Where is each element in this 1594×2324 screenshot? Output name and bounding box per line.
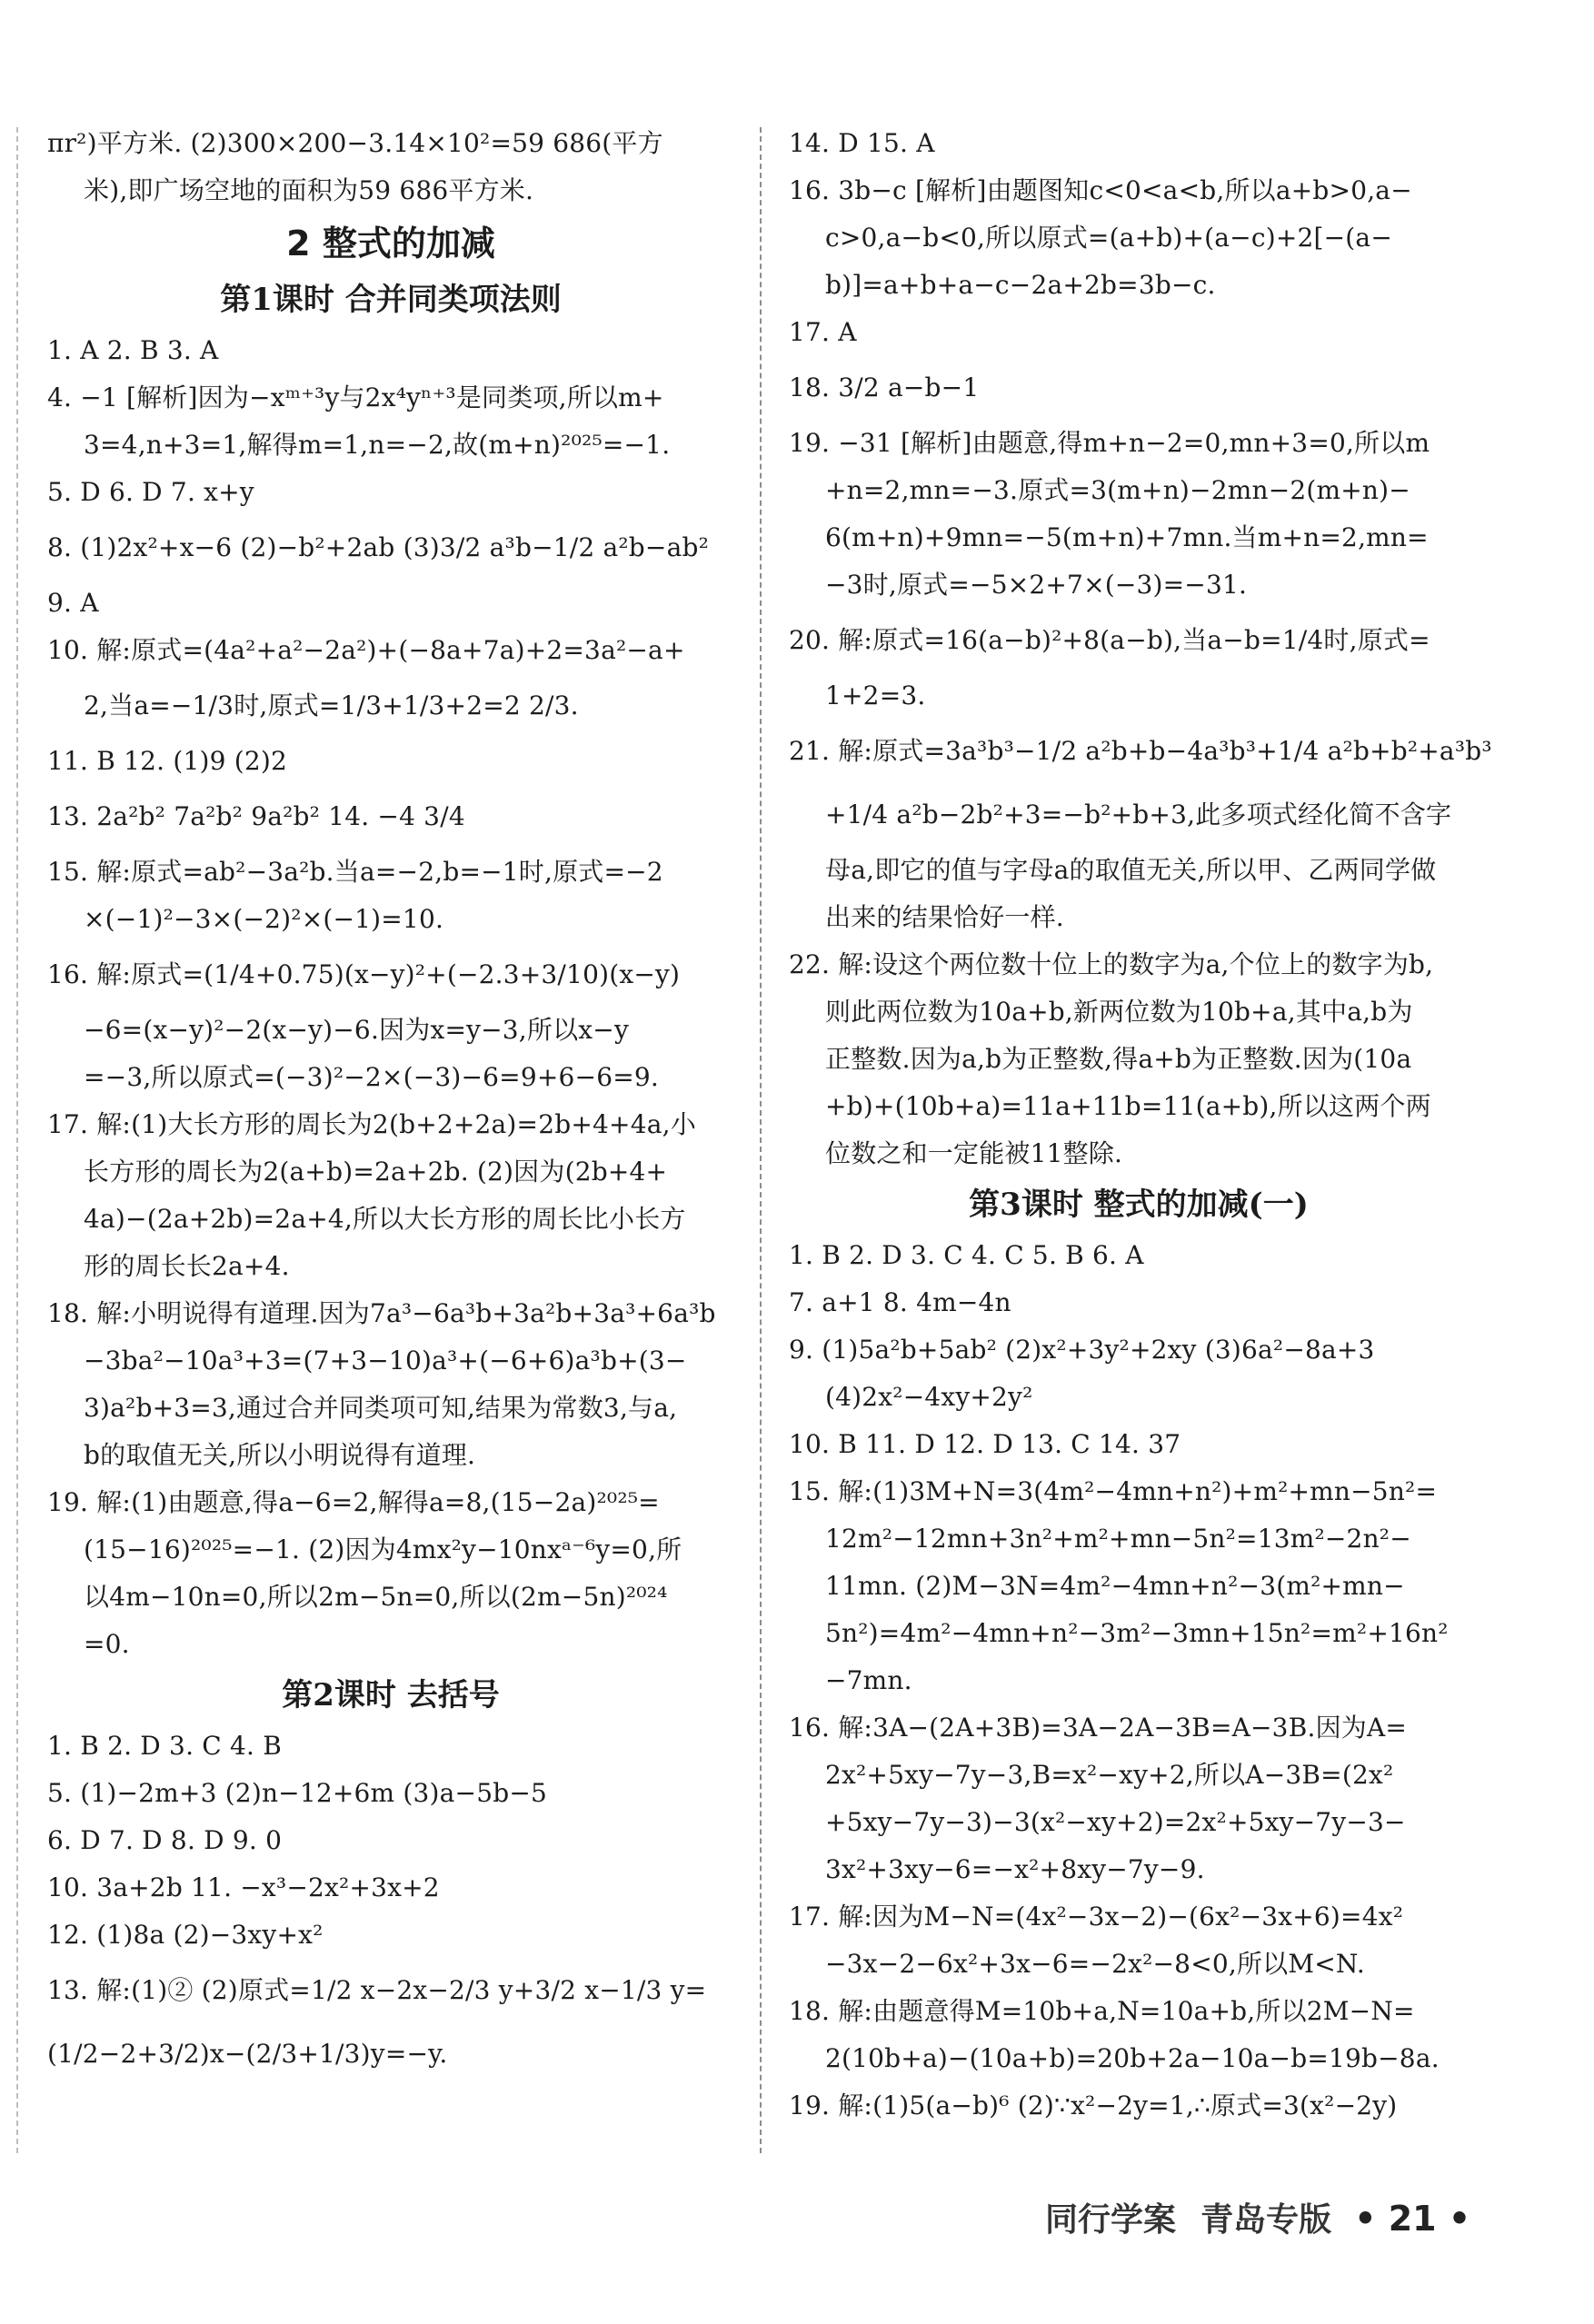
answer-line: 16. 解:3A−(2A+3B)=3A−2A−3B=A−3B.因为A=: [789, 1713, 1408, 1743]
answer-continuation-line: 位数之和一定能被11整除.: [825, 1138, 1123, 1168]
answer-line: 20. 解:原式=16(a−b)²+8(a−b),当a−b=1/4时,原式=: [789, 625, 1430, 655]
column-divider: [760, 127, 762, 2153]
answer-line: 5. (1)−2m+3 (2)n−12+6m (3)a−5b−5: [47, 1778, 548, 1808]
answer-line: 10. 3a+2b 11. −x³−2x²+3x+2: [47, 1872, 440, 1902]
answer-line: 11. B 12. (1)9 (2)2: [47, 746, 287, 776]
answer-continuation-line: 则此两位数为10a+b,新两位数为10b+a,其中a,b为: [825, 997, 1413, 1027]
answer-line: 1. B 2. D 3. C 4. B: [47, 1731, 282, 1761]
answer-line: πr²)平方米. (2)300×200−3.14×10²=59 686(平方: [47, 128, 663, 158]
answer-continuation-line: 长方形的周长为2(a+b)=2a+2b. (2)因为(2b+4+: [84, 1157, 668, 1187]
answer-continuation-line: −3x−2−6x²+3x−6=−2x²−8<0,所以M<N.: [825, 1949, 1365, 1979]
answer-continuation-line: (4)2x²−4xy+2y²: [825, 1382, 1033, 1412]
answer-continuation-line: 形的周长长2a+4.: [84, 1251, 290, 1281]
answer-continuation-line: c>0,a−b<0,所以原式=(a+b)+(a−c)+2[−(a−: [825, 223, 1392, 253]
answer-continuation-line: 2x²+5xy−7y−3,B=x²−xy+2,所以A−3B=(2x²: [825, 1760, 1394, 1790]
answer-line: 1. B 2. D 3. C 4. C 5. B 6. A: [789, 1240, 1144, 1270]
answer-continuation-line: +b)+(10b+a)=11a+11b=11(a+b),所以这两个两: [825, 1091, 1431, 1121]
answer-continuation-line: 1+2=3.: [825, 680, 926, 710]
answer-continuation-line: =−3,所以原式=(−3)²−2×(−3)−6=9+6−6=9.: [84, 1062, 659, 1092]
footer-edition: 青岛专版: [1200, 2201, 1332, 2239]
answer-continuation-line: 3)a²b+3=3,通过合并同类项可知,结果为常数3,与a,: [84, 1393, 678, 1423]
answer-continuation-line: −3ba²−10a³+3=(7+3−10)a³+(−6+6)a³b+(3−: [84, 1346, 687, 1376]
answer-line: 18. 解:由题意得M=10b+a,N=10a+b,所以2M−N=: [789, 1996, 1415, 2026]
answer-continuation-line: 3=4,n+3=1,解得m=1,n=−2,故(m+n)²⁰²⁵=−1.: [84, 430, 671, 460]
answer-line: 18. 3/2 a−b−1: [789, 372, 980, 402]
answer-continuation-line: +5xy−7y−3)−3(x²−xy+2)=2x²+5xy−7y−3−: [825, 1807, 1406, 1837]
answer-continuation-line: 12m²−12mn+3n²+m²+mn−5n²=13m²−2n²−: [825, 1524, 1411, 1554]
answer-line: 6. D 7. D 8. D 9. 0: [47, 1825, 283, 1855]
answer-line: 19. 解:(1)5(a−b)⁶ (2)∵x²−2y=1,∴原式=3(x²−2y): [789, 2091, 1398, 2120]
answer-line: 8. (1)2x²+x−6 (2)−b²+2ab (3)3/2 a³b−1/2 a²b−ab²: [47, 532, 710, 562]
answer-continuation-line: 以4m−10n=0,所以2m−5n=0,所以(2m−5n)²⁰²⁴: [84, 1582, 668, 1612]
page-footer: [1045, 2194, 1499, 2249]
answer-line: 17. 解:因为M−N=(4x²−3x−2)−(6x²−3x+6)=4x²: [789, 1902, 1404, 1932]
answer-continuation-line: 米),即广场空地的面积为59 686平方米.: [84, 175, 534, 205]
answer-continuation-line: 2(10b+a)−(10a+b)=20b+2a−10a−b=19b−8a.: [825, 2043, 1440, 2073]
answer-line: 15. 解:(1)3M+N=3(4m²−4mn+n²)+m²+mn−5n²=: [789, 1476, 1438, 1506]
answer-line: 15. 解:原式=ab²−3a²b.当a=−2,b=−1时,原式=−2: [47, 857, 663, 887]
answer-line: 14. D 15. A: [789, 128, 935, 158]
answer-continuation-line: +1/4 a²b−2b²+3=−b²+b+3,此多项式经化简不含字: [825, 799, 1452, 829]
answer-continuation-line: =0.: [84, 1629, 130, 1659]
lesson-title: 第1课时 合并同类项法则: [220, 282, 562, 318]
answer-line: 17. 解:(1)大长方形的周长为2(b+2+2a)=2b+4+4a,小: [47, 1109, 696, 1139]
answer-line: 5. D 6. D 7. x+y: [47, 477, 254, 507]
answer-line: 22. 解:设这个两位数十位上的数字为a,个位上的数字为b,: [789, 949, 1434, 979]
answer-line: 21. 解:原式=3a³b³−1/2 a²b+b−4a³b³+1/4 a²b+b²+a³b³: [789, 736, 1492, 766]
answer-line: 10. B 11. D 12. D 13. C 14. 37: [789, 1429, 1181, 1459]
binding-edge-line: [16, 127, 18, 2153]
answer-line: (1/2−2+3/2)x−(2/3+1/3)y=−y.: [47, 2039, 448, 2069]
answer-continuation-line: 6(m+n)+9mn=−5(m+n)+7mn.当m+n=2,mn=: [825, 522, 1429, 552]
lesson-title: 第2课时 去括号: [282, 1677, 500, 1713]
answer-continuation-line: b)]=a+b+a−c−2a+2b=3b−c.: [825, 270, 1216, 300]
answer-line: 1. A 2. B 3. A: [47, 335, 219, 365]
answer-continuation-line: 5n²)=4m²−4mn+n²−3m²−3mn+15n²=m²+16n²: [825, 1618, 1449, 1648]
answer-continuation-line: 2,当a=−1/3时,原式=1/3+1/3+2=2 2/3.: [84, 690, 579, 720]
answer-line: 9. (1)5a²b+5ab² (2)x²+3y²+2xy (3)6a²−8a+3: [789, 1335, 1375, 1365]
answer-line: 4. −1 [解析]因为−xᵐ⁺³y与2x⁴yⁿ⁺³是同类项,所以m+: [47, 382, 664, 412]
answer-line: 19. 解:(1)由题意,得a−6=2,解得a=8,(15−2a)²⁰²⁵=: [47, 1487, 660, 1517]
answer-line: 17. A: [789, 317, 857, 347]
answer-continuation-line: (15−16)²⁰²⁵=−1. (2)因为4mx²y−10nxᵃ⁻⁶y=0,所: [84, 1534, 682, 1564]
answer-continuation-line: 11mn. (2)M−3N=4m²−4mn+n²−3(m²+mn−: [825, 1571, 1405, 1601]
section-title: 2 整式的加减: [286, 223, 495, 263]
answer-line: 16. 解:原式=(1/4+0.75)(x−y)²+(−2.3+3/10)(x−y): [47, 959, 681, 989]
footer-brand: 同行学案: [1045, 2201, 1177, 2239]
answer-line: 16. 3b−c [解析]由题图知c<0<a<b,所以a+b>0,a−: [789, 175, 1412, 205]
answer-line: 7. a+1 8. 4m−4n: [789, 1287, 1011, 1317]
answer-continuation-line: −7mn.: [825, 1665, 912, 1695]
right-column: [789, 120, 1492, 2130]
answer-continuation-line: 正整数.因为a,b为正整数,得a+b为正整数.因为(10a: [825, 1044, 1412, 1074]
answer-line: 9. A: [47, 588, 99, 618]
answer-line: 18. 解:小明说得有道理.因为7a³−6a³b+3a²b+3a³+6a³b: [47, 1298, 716, 1328]
answer-line: 13. 解:(1)② (2)原式=1/2 x−2x−2/3 y+3/2 x−1/3 y=: [47, 1975, 707, 2005]
answer-continuation-line: 4a)−(2a+2b)=2a+4,所以大长方形的周长比小长方: [84, 1204, 686, 1234]
answer-continuation-line: +n=2,mn=−3.原式=3(m+n)−2mn−2(m+n)−: [825, 475, 1410, 505]
left-column: [47, 120, 734, 2086]
answer-line: 12. (1)8a (2)−3xy+x²: [47, 1920, 324, 1950]
page-number: • 21 •: [1354, 2199, 1471, 2239]
answer-continuation-line: −3时,原式=−5×2+7×(−3)=−31.: [825, 570, 1248, 600]
answer-continuation-line: −6=(x−y)²−2(x−y)−6.因为x=y−3,所以x−y: [84, 1015, 629, 1045]
lesson-title: 第3课时 整式的加减(一): [969, 1187, 1309, 1223]
answer-continuation-line: ×(−1)²−3×(−2)²×(−1)=10.: [84, 904, 444, 934]
answer-line: 13. 2a²b² 7a²b² 9a²b² 14. −4 3/4: [47, 801, 465, 831]
answer-line: 10. 解:原式=(4a²+a²−2a²)+(−8a+7a)+2=3a²−a+: [47, 635, 685, 665]
answer-continuation-line: 出来的结果恰好一样.: [825, 902, 1064, 932]
answer-continuation-line: 3x²+3xy−6=−x²+8xy−7y−9.: [825, 1854, 1205, 1884]
answer-line: 19. −31 [解析]由题意,得m+n−2=0,mn+3=0,所以m: [789, 428, 1430, 458]
answer-continuation-line: 母a,即它的值与字母a的取值无关,所以甲、乙两同学做: [825, 855, 1437, 885]
answer-continuation-line: b的取值无关,所以小明说得有道理.: [84, 1440, 476, 1470]
